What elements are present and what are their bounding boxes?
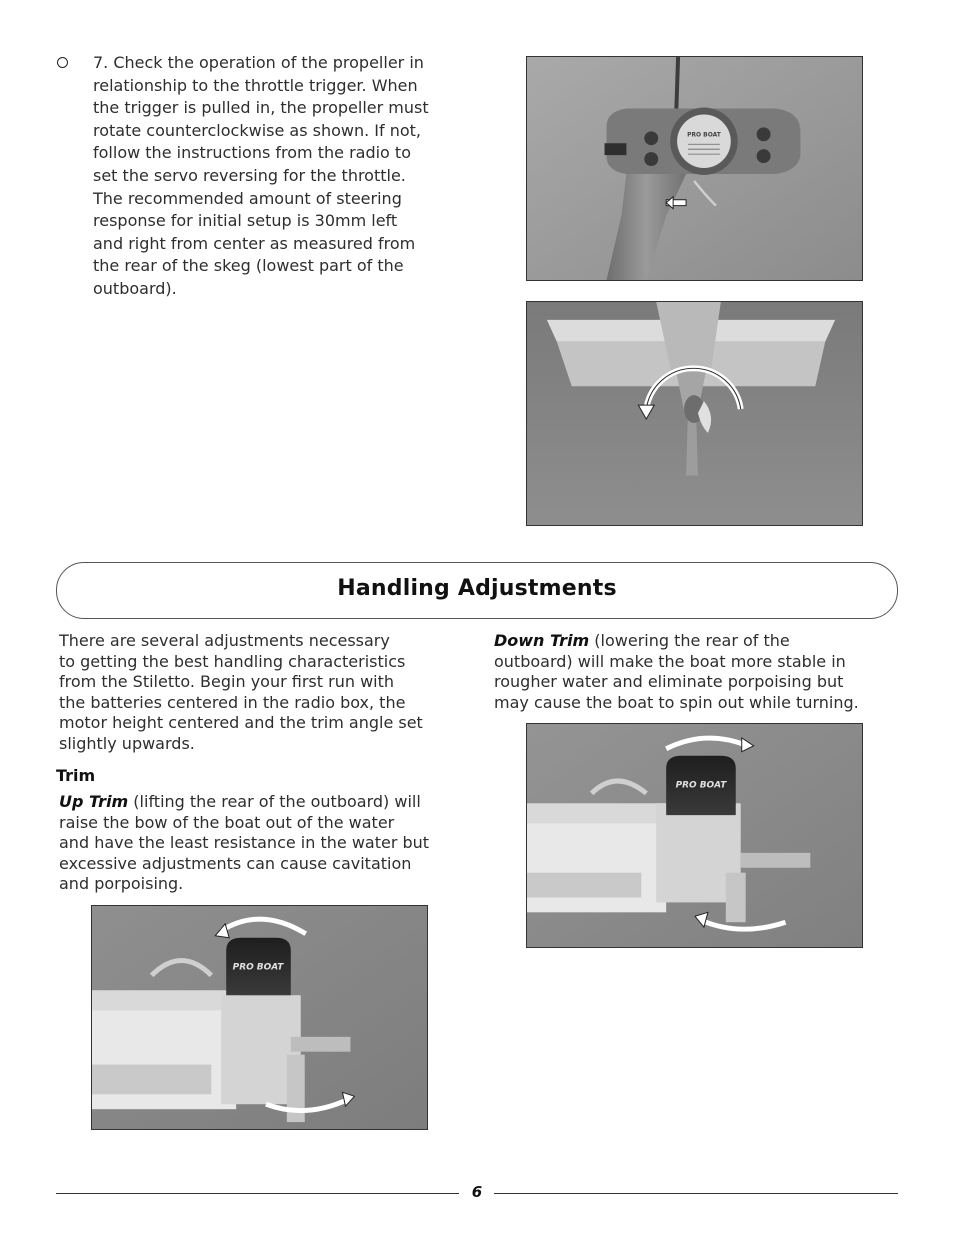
intro-line: slightly upwards.: [59, 733, 195, 753]
intro-line: to getting the best handling characteristics: [59, 651, 406, 671]
down-trim-text: (lowering the rear of the: [589, 631, 790, 650]
footer-rule-left: [56, 1193, 459, 1194]
step-line: follow the instructions from the radio to: [93, 143, 411, 163]
up-trim-paragraph: [59, 792, 469, 895]
step-line: response for initial setup is 30mm left: [93, 211, 398, 231]
up-trim-line: and have the least resistance in the water but: [59, 833, 430, 853]
section-title: Handling Adjustments: [337, 576, 617, 601]
step-line: and right from center as measured from: [93, 233, 416, 253]
up-trim-line: [59, 792, 469, 813]
down-trim-paragraph: [494, 631, 904, 713]
step-line: rotate counterclockwise as shown. If not,: [93, 120, 422, 140]
down-trim-line: may cause the boat to spin out while turning.: [494, 692, 859, 712]
transmitter-photo: [526, 56, 863, 281]
motor-logo: PRO BOAT: [675, 780, 727, 791]
step-line: relationship to the throttle trigger. When: [93, 75, 418, 95]
propeller-photo: [526, 301, 863, 526]
up-trim-photo: [91, 905, 428, 1130]
step-7-text: [93, 52, 473, 301]
intro-line: There are several adjustments necessary: [59, 631, 390, 650]
up-trim-text: (lifting the rear of the outboard) will: [128, 792, 421, 811]
up-trim-line: raise the bow of the boat out of the water: [59, 812, 395, 832]
down-trim-label: Down Trim: [494, 631, 590, 650]
step-line: outboard).: [93, 278, 177, 298]
intro-line: motor height centered and the trim angle set: [59, 713, 423, 733]
motor-logo: PRO BOAT: [232, 962, 284, 973]
intro-line: from the Stiletto. Begin your first run with: [59, 672, 395, 692]
step-line: 7. Check the operation of the propeller in: [93, 53, 424, 72]
down-trim-line: outboard) will make the boat more stable in: [494, 651, 846, 671]
down-trim-photo: [526, 723, 863, 948]
intro-line: the batteries centered in the radio box, the: [59, 692, 406, 712]
down-trim-line: rougher water and eliminate porpoising but: [494, 672, 844, 692]
footer-rule-right: [494, 1193, 898, 1194]
trim-heading: Trim: [56, 766, 96, 785]
up-trim-label: Up Trim: [59, 792, 129, 811]
step-line: The recommended amount of steering: [93, 188, 402, 208]
intro-paragraph: [59, 631, 469, 755]
step-line: set the servo reversing for the throttle.: [93, 165, 406, 185]
page-number: 6: [471, 1183, 483, 1201]
step-line: the trigger is pulled in, the propeller must: [93, 98, 429, 118]
up-trim-line: and porpoising.: [59, 874, 184, 894]
section-header: [56, 562, 898, 619]
radio-logo: PRO BOAT: [687, 131, 721, 139]
up-trim-line: excessive adjustments can cause cavitation: [59, 853, 412, 873]
step-line: the rear of the skeg (lowest part of the: [93, 256, 404, 276]
checklist-bullet-icon: [57, 57, 68, 68]
down-trim-line: [494, 631, 904, 652]
